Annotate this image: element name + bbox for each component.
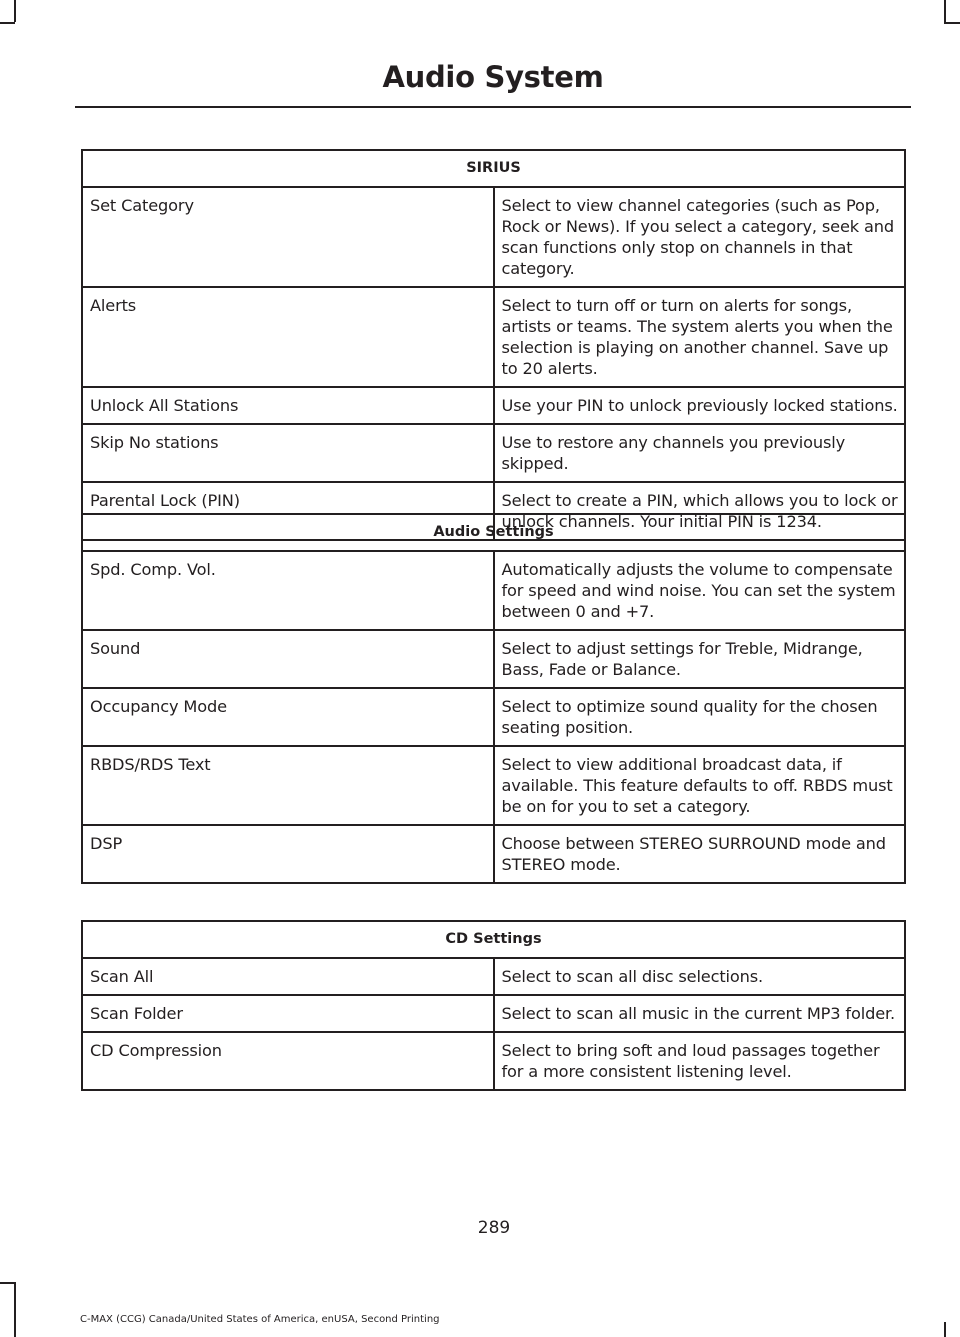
audio-settings-table [81,513,906,884]
setting-description: Select to scan all music in the current MP3 folder. [494,995,906,1032]
crop-mark-top-left-horizontal [0,22,15,24]
setting-description: Select to create a PIN, which allows you to lock or unlock channels. Your initial PIN is 1234. [494,482,906,540]
setting-name: Parental Lock (PIN) [82,482,494,540]
sirius-table [81,149,906,541]
table-row [82,688,905,746]
footer-edition-text: C-MAX (CCG) Canada/United States of America, enUSA, Second Printing [80,1314,440,1325]
crop-mark-top-right-horizontal [944,22,960,24]
table-row [82,551,905,630]
setting-name: Set Category [82,187,494,287]
crop-mark-bottom-right-vertical [944,1322,946,1337]
setting-name: Skip No stations [82,424,494,482]
table-row [82,630,905,688]
setting-name: Scan All [82,958,494,995]
page-number: 289 [477,1218,511,1238]
setting-description: Select to bring soft and loud passages together for a more consistent listening level. [494,1032,906,1090]
crop-mark-top-left-vertical [14,0,16,22]
setting-description: Use to restore any channels you previously skipped. [494,424,906,482]
page-title: Audio System [382,60,604,94]
table-heading: SIRIUS [82,150,905,187]
table-row [82,995,905,1032]
setting-name: Spd. Comp. Vol. [82,551,494,630]
setting-name: Sound [82,630,494,688]
table-row [82,1032,905,1090]
crop-mark-bottom-left-horizontal [0,1282,15,1284]
title-divider [75,106,911,108]
setting-description: Choose between STEREO SURROUND mode and STEREO mode. [494,825,906,883]
setting-description: Automatically adjusts the volume to compensate for speed and wind noise. You can set the system between 0 and +7. [494,551,906,630]
setting-name: Occupancy Mode [82,688,494,746]
setting-name: Unlock All Stations [82,387,494,424]
setting-name: DSP [82,825,494,883]
table-row [82,825,905,883]
table-row [82,746,905,825]
table-header-row [82,921,905,958]
setting-description: Select to turn off or turn on alerts for songs, artists or teams. The system alerts you when the selection is playing on another channel. Save up to 20 alerts. [494,287,906,387]
table-row [82,287,905,387]
cd-settings-table [81,920,906,1091]
setting-name: RBDS/RDS Text [82,746,494,825]
setting-description: Use your PIN to unlock previously locked stations. [494,387,906,424]
table-row [82,958,905,995]
table-row [82,187,905,287]
table-header-row [82,514,905,551]
table-heading: CD Settings [82,921,905,958]
setting-description: Select to optimize sound quality for the chosen seating position. [494,688,906,746]
setting-name: CD Compression [82,1032,494,1090]
setting-description: Select to view additional broadcast data, if available. This feature defaults to off. RBDS must be on for you to set a category. [494,746,906,825]
table-header-row [82,150,905,187]
table-row [82,387,905,424]
setting-description: Select to view channel categories (such as Pop, Rock or News). If you select a category, seek and scan functions only stop on channels in that category. [494,187,906,287]
setting-description: Select to scan all disc selections. [494,958,906,995]
table-heading: Audio Settings [82,514,905,551]
crop-mark-top-right-vertical [944,0,946,22]
setting-name: Scan Folder [82,995,494,1032]
table-row [82,424,905,482]
setting-description: Select to adjust settings for Treble, Midrange, Bass, Fade or Balance. [494,630,906,688]
setting-name: Alerts [82,287,494,387]
crop-mark-bottom-left-vertical [14,1282,16,1337]
